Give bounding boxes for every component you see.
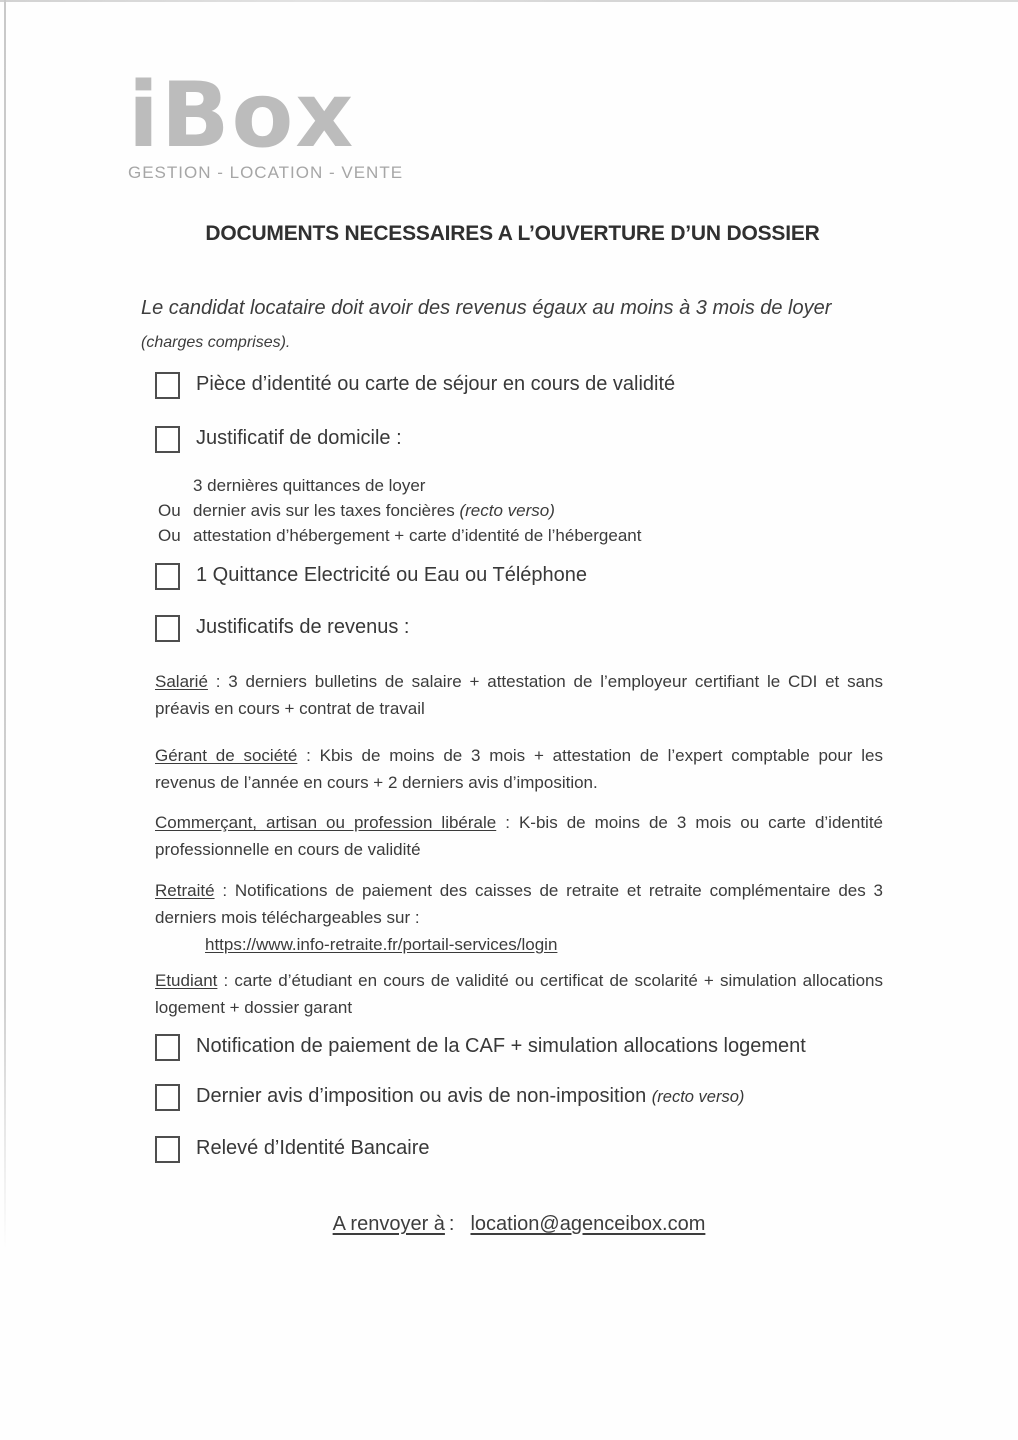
- checklist-item-utility-bill: [155, 562, 883, 590]
- intro-paragraph: [141, 292, 855, 359]
- option-prefix: [158, 473, 193, 498]
- option-text: attestation d’hébergement + carte d’identité de l’hébergeant: [193, 526, 642, 545]
- checklist-item-tax-notice: [155, 1083, 883, 1111]
- category-term: Etudiant: [155, 971, 218, 990]
- intro-main-text: Le candidat locataire doit avoir des revenus égaux au moins à 3 mois de loyer: [141, 297, 832, 319]
- document-body: [141, 292, 883, 1236]
- category-commercant: [155, 809, 883, 863]
- scan-artifact-top-line: [0, 0, 1018, 2]
- return-address-line: [155, 1213, 883, 1236]
- checkbox-icon: [155, 615, 180, 642]
- checklist-item-identity: [155, 371, 883, 399]
- checklist-item-label: Justificatifs de revenus :: [196, 616, 410, 638]
- income-categories-section: [155, 668, 883, 1021]
- agency-logo: [128, 63, 1018, 184]
- checklist-item-income-proof: [155, 614, 883, 642]
- recto-verso-note: (recto verso): [459, 501, 555, 520]
- logo-tagline: GESTION - LOCATION - VENTE: [128, 163, 404, 182]
- list-item: [155, 523, 883, 548]
- checklist-item-label: Relevé d’Identité Bancaire: [196, 1137, 430, 1159]
- option-text: dernier avis sur les taxes foncières (recto verso): [193, 501, 555, 520]
- list-item: [155, 473, 883, 498]
- checkbox-icon: [155, 1136, 180, 1163]
- scan-artifact-left-line: [4, 0, 6, 1250]
- option-text: 3 dernières quittances de loyer: [193, 476, 426, 495]
- option-prefix: Ou: [158, 526, 181, 545]
- category-term: Salarié: [155, 672, 208, 691]
- return-label: A renvoyer à: [332, 1213, 445, 1235]
- category-text: : 3 derniers bulletins de salaire + attestation de l’employeur certifiant le CDI et sans préavis en cours + contrat de travail: [155, 672, 883, 718]
- page-title: DOCUMENTS NECESSAIRES A L’OUVERTURE D’UN DOSSIER: [205, 222, 820, 245]
- checklist-item-domicile: [155, 425, 883, 453]
- checklist-item-label: Pièce d’identité ou carte de séjour en cours de validité: [196, 373, 676, 395]
- category-text: : Notifications de paiement des caisses de retraite et retraite complémentaire des 3 derniers mois téléchargeables sur :: [155, 881, 883, 927]
- category-etudiant: [155, 967, 883, 1021]
- category-term: Retraité: [155, 881, 215, 900]
- category-term: Gérant de société: [155, 746, 298, 765]
- checklist-item-label: Justificatif de domicile :: [196, 427, 402, 449]
- recto-verso-note: (recto verso): [651, 1088, 745, 1106]
- retraite-portal-link[interactable]: https://www.info-retraite.fr/portail-services/login: [205, 935, 558, 954]
- category-text: : K-bis de moins de 3 mois ou carte d’identité professionnelle en cours de validité: [155, 813, 883, 859]
- option-prefix: Ou: [158, 501, 181, 520]
- category-gerant: [155, 742, 883, 796]
- category-text: : carte d’étudiant en cours de validité ou certificat de scolarité + simulation allocations logement + dossier garant: [155, 971, 883, 1017]
- checklist-item-rib: [155, 1135, 883, 1163]
- category-salarie: [155, 668, 883, 722]
- category-term: Commerçant, artisan ou profession libérale: [155, 813, 497, 832]
- checkbox-icon: [155, 372, 180, 399]
- checklist-item-label: Dernier avis d’imposition ou avis de non-imposition (recto verso): [196, 1085, 745, 1107]
- domicile-options-list: [155, 473, 883, 548]
- checkbox-icon: [155, 426, 180, 453]
- category-retraite: [155, 877, 883, 958]
- checklist-item-label: Notification de paiement de la CAF + simulation allocations logement: [196, 1035, 806, 1057]
- checkbox-icon: [155, 1084, 180, 1111]
- checkbox-icon: [155, 1034, 180, 1061]
- checklist-item-label: 1 Quittance Electricité ou Eau ou Téléphone: [196, 564, 587, 586]
- category-text: : Kbis de moins de 3 mois + attestation de l’expert comptable pour les revenus de l’année en cours + 2 derniers avis d’imposition.: [155, 746, 883, 792]
- checklist-item-caf: [155, 1033, 883, 1061]
- logo-wordmark: iBox: [128, 63, 356, 168]
- checkbox-icon: [155, 563, 180, 590]
- separator: :: [448, 1213, 455, 1235]
- contact-email-link[interactable]: location@agenceibox.com: [470, 1213, 706, 1235]
- list-item: [155, 498, 883, 523]
- intro-small-text: (charges comprises).: [141, 334, 291, 351]
